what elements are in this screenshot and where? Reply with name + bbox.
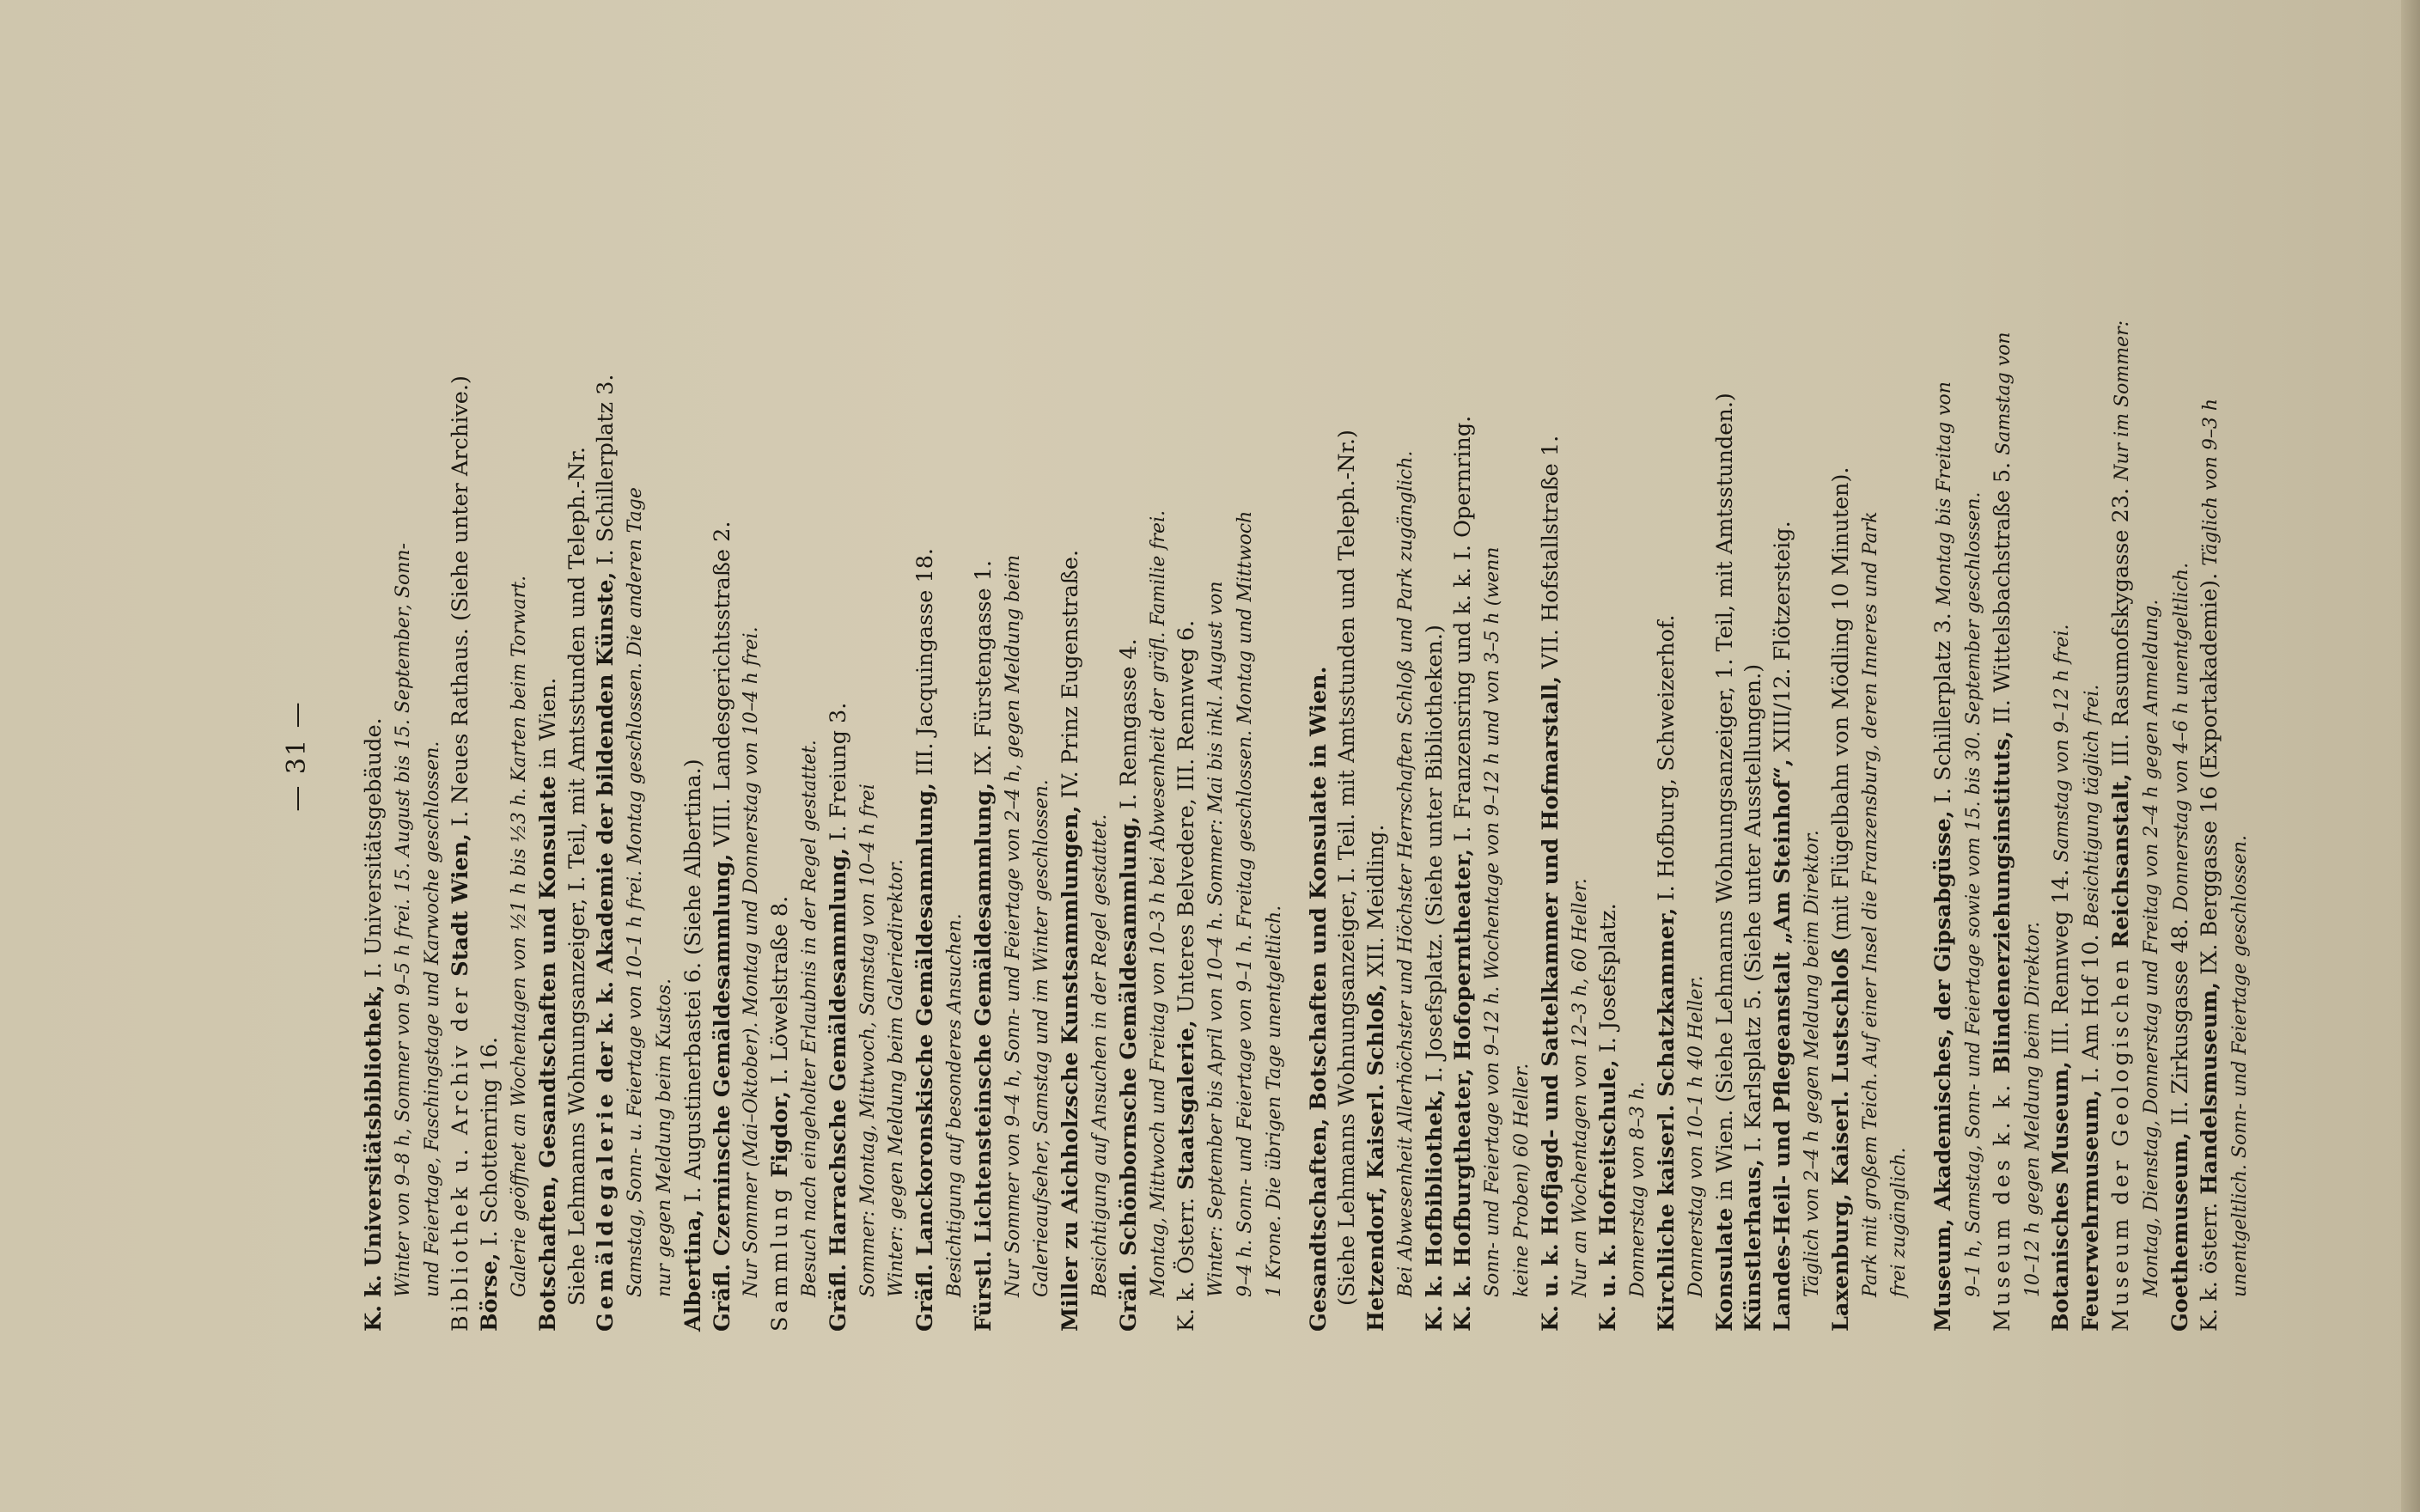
- entry-heading: Laxenburg, Kaiserl. Lustschloß: [1827, 948, 1854, 1332]
- entry-heading: Gräfl. Czerninsche Gemäldesammlung,: [709, 853, 735, 1332]
- entry-note: Besichtigung auf Ansuchen in der Regel gestattet.: [1088, 814, 1111, 1297]
- entry-heading: Botschaften, Gesandtschaften und Konsulate: [534, 776, 561, 1332]
- entry-note: Besuch nach eingeholter Erlaubnis in der Regel gestattet.: [798, 740, 820, 1297]
- entry-heading: K. k. österr.: [2196, 1202, 2222, 1332]
- entry-line: [1173, 69, 1202, 1332]
- entry-line: [1740, 69, 1769, 1332]
- entry-address: III. Rasumofskygasse 23.: [2107, 480, 2134, 774]
- entry-note: und Feiertage, Faschingstage und Karwoche geschlossen.: [421, 741, 443, 1297]
- entry-address: Siehe Lehmanns Wohnungsanzeiger, I. Teil, mit Amtsstunden und Teleph.-Nr.: [564, 446, 590, 1306]
- entry-heading: Gesandtschaften, Botschaften und Konsulate in Wien.: [1305, 666, 1331, 1332]
- entry-heading: Landes-Heil- und Pflegeanstalt „Am Steinhof“,: [1769, 759, 1795, 1332]
- entry-inline-note: Montag bis Freitag von: [1933, 381, 1955, 607]
- entry-line: [2077, 69, 2107, 1332]
- entry-address: in Wien.: [534, 677, 561, 777]
- entry-address: I. Schillerplatz 3.: [592, 374, 619, 572]
- entry-heading: Feuerwehrmuseum,: [2077, 1089, 2104, 1332]
- entry-note: Nur an Wochentagen von 12–3 h, 60 Heller.: [1569, 878, 1591, 1297]
- entry-note: Sonn- und Feiertage von 9–12 h. Wochentage von 9–12 h und von 3–5 h (wenn: [1481, 546, 1503, 1297]
- entry-inline-note: Samstag von 9–12 h frei.: [2051, 624, 2073, 863]
- entry-heading-part: Figdor,: [766, 1090, 793, 1178]
- entry-inline-note: Donnerstag von 4–6 h unentgeltlich.: [2170, 562, 2192, 911]
- entry-heading: Botanisches Museum,: [2047, 1061, 2074, 1332]
- entry-address: I. Karlsplatz 5. (Siehe unter Ausstellungen.): [1740, 663, 1766, 1159]
- entry-line: [1769, 69, 1798, 1332]
- entry-inline-note: Täglich von 9–3 h: [2199, 398, 2222, 566]
- entry-address: I. Hofburg, Schweizerhof.: [1653, 614, 1679, 908]
- entry-line: [1826, 69, 1856, 1332]
- entry-heading-part: Reichsanstalt,: [2107, 773, 2134, 948]
- entry-heading: Fürstl. Lichtensteinsche Gemäldesammlung,: [970, 782, 997, 1332]
- entry-inline-note: Samstag von: [1992, 332, 2015, 455]
- entry-line: [2047, 69, 2077, 1332]
- entry-address: III. Rennweg 14.: [2047, 862, 2074, 1062]
- entry-line: [1653, 69, 1682, 1332]
- entry-note: Winter von 9–8 h, Sommer von 9–5 h frei. 15. August bis 15. September, Sonn-: [392, 542, 414, 1297]
- entry-address: I. Josefsplatz.: [1594, 903, 1621, 1060]
- entry-note: Samstag, Sonn- u. Feiertage von 10–1 h frei. Montag geschlossen. Die anderen Tage: [624, 487, 646, 1297]
- entry-heading: Gräfl. Harrachsche Gemäldesammlung,: [825, 847, 851, 1332]
- entry-address: II. Zirkusgasse 48.: [2167, 911, 2193, 1132]
- entry-heading: Museum der Geologischen: [2107, 955, 2134, 1332]
- entry-address: IX. Fürstengasse 1.: [970, 559, 997, 783]
- entry-note: nur gegen Meldung beim Kustos.: [653, 978, 675, 1297]
- entry-note: Täglich von 2–4 h gegen Meldung beim Direktor.: [1801, 830, 1823, 1297]
- entry-address: I. Am Hof 10.: [2077, 927, 2104, 1090]
- entry-note: Galerie geöffnet an Wochentagen von ½1 h bis ½3 h. Karten beim Torwart.: [508, 575, 530, 1297]
- entry-address: VII. Hofstallstraße 1.: [1537, 435, 1564, 676]
- entry-note: Park mit großem Teich. Auf einer Insel die Franzensburg, deren Inneres und Park: [1859, 511, 1881, 1297]
- entry-line: [766, 69, 795, 1332]
- entry-heading: K. u. k. Hofreitschule,: [1594, 1059, 1621, 1332]
- entry-note: Winter: gegen Meldung beim Galeriedirektor.: [885, 858, 907, 1297]
- entry-line: [1449, 69, 1478, 1332]
- entry-line: [360, 69, 389, 1332]
- entry-note: Bei Abwesenheit Allerhöchster und Höchster Herrschaften Schloß und Park zugänglich.: [1394, 450, 1417, 1297]
- entry-line: [476, 69, 505, 1332]
- entry-line: [2166, 69, 2196, 1332]
- entry-note: Sommer: Montag, Mittwoch, Samstag von 10–4 h frei: [856, 783, 879, 1297]
- entry-line: [1420, 69, 1449, 1332]
- entry-heading: Börse,: [476, 1253, 503, 1332]
- entry-note: unentgeltlich. Sonn- und Feiertage geschlossen.: [2228, 834, 2251, 1297]
- entry-address: I. Freiung 3.: [825, 702, 851, 848]
- entry-heading-part: der k. k.: [592, 980, 619, 1083]
- entry-note: frei zugänglich.: [1887, 1147, 1910, 1297]
- entry-inline-note: Nur im Sommer:: [2111, 320, 2133, 481]
- entry-heading: Bibliothek u. Archiv der: [447, 984, 473, 1332]
- entry-address: XIII/12. Flötzersteig.: [1769, 521, 1795, 759]
- entry-heading: Sammlung: [766, 1185, 793, 1332]
- entry-heading: K. k. Österr.: [1173, 1198, 1199, 1332]
- entry-note: Galerieaufseher, Samstag und im Winter geschlossen.: [1030, 779, 1052, 1297]
- entry-heading: Gräfl. Schönbornsche Gemäldesammlung,: [1115, 816, 1142, 1332]
- entry-heading: Konsulate: [1711, 1207, 1738, 1332]
- entry-note: Montag, Mittwoch und Freitag von 10–3 h bei Abwesenheit der gräfl. Familie frei.: [1147, 509, 1169, 1297]
- entry-address: I. Neues Rathaus. (Siehe unter Archive.): [447, 375, 473, 833]
- entry-note: Winter: September bis April von 10–4 h. Sommer: Mai bis inkl. August von: [1204, 581, 1227, 1297]
- entry-note: keine Proben) 60 Heller.: [1510, 1063, 1533, 1297]
- entry-address: I. Franzensring und k. k.: [1449, 560, 1476, 849]
- entry-address: I. Schottenring 16.: [476, 1036, 503, 1253]
- entry-line: [1362, 69, 1392, 1332]
- entry-note: Donnerstag von 10–1 h 40 Heller.: [1685, 975, 1707, 1297]
- entry-heading-part: Handelsmuseum,: [2196, 981, 2222, 1195]
- entry-note: Donnerstag von 8–3 h.: [1626, 1081, 1649, 1297]
- entry-line: [563, 69, 592, 1332]
- entry-address: IV. Prinz Eugenstraße.: [1057, 549, 1083, 806]
- entry-heading-part: Akademie der bildenden Künste,: [592, 571, 619, 974]
- entry-heading-part: Hofoperntheater,: [1449, 848, 1476, 1061]
- entry-heading: Gräfl. Lanckoronskische Gemäldesammlung,: [911, 782, 938, 1332]
- entry-line: [1114, 69, 1143, 1332]
- entry-heading: K. u. k. Hofjagd- und Sattelkammer und Hofmarstall,: [1537, 675, 1564, 1332]
- entry-address-part: I. Opernring.: [1449, 415, 1476, 561]
- entry-heading: K. k. Hofburgtheater,: [1449, 1068, 1476, 1332]
- entry-heading: K. k. Hofbibliothek,: [1421, 1088, 1448, 1332]
- entry-note: 1 Krone. Die übrigen Tage unentgeltlich.: [1263, 905, 1285, 1297]
- entry-heading: Künstlerhaus,: [1740, 1159, 1766, 1332]
- entry-line: [1710, 69, 1740, 1332]
- entry-address: VIII. Landesgerichtsstraße 2.: [709, 521, 735, 854]
- entry-address: I. Josefsplatz. (Siehe unter Bibliotheken.): [1421, 625, 1448, 1089]
- entry-inline-note: Besichtigung täglich frei.: [2081, 684, 2103, 928]
- entry-address: Unteres Belvedere, III. Rennweg 6.: [1173, 619, 1199, 1021]
- entry-note: Besichtigung auf besonderes Ansuchen.: [943, 913, 966, 1297]
- entry-heading-part: Staatsgalerie,: [1173, 1020, 1199, 1191]
- page-edge: [2401, 0, 2420, 1512]
- entry-address: in Wien. (Siehe Lehmanns Wohnungsanzeiger, 1. Teil, mit Amtsstunden.): [1711, 393, 1738, 1208]
- entry-line: [679, 69, 708, 1332]
- entry-line: [824, 69, 853, 1332]
- entry-heading: Museum des k. k.: [1989, 1081, 2015, 1332]
- entry-heading: Goethemuseum,: [2167, 1131, 2193, 1332]
- entry-heading: Albertina,: [680, 1209, 706, 1332]
- entry-address: (mit Flügelbahn von Mödling 10 Minuten).: [1827, 466, 1854, 948]
- entry-address: I. Löwelstraße 8.: [766, 895, 793, 1091]
- entry-note: 9–4 h. Sonn- und Feiertage von 9–1 h. Freitag geschlossen. Montag und Mittwoch: [1234, 510, 1256, 1297]
- entry-address: (Siehe Lehmanns Wohnungsanzeiger, I. Teil. mit Amtsstunden und Teleph.-Nr.): [1333, 430, 1360, 1306]
- entry-line: [1304, 69, 1333, 1332]
- entry-address: I. Augustinerbastei 6. (Siehe Albertina.): [680, 759, 706, 1210]
- entry-line: [533, 69, 563, 1332]
- entry-address: II. Wittelsbachstraße 5.: [1989, 454, 2015, 731]
- entry-address: I. Schillerplatz 3.: [1929, 606, 1956, 811]
- entry-heading: Hetzendorf, Kaiserl. Schloß,: [1362, 983, 1389, 1332]
- entry-line: [1929, 69, 1960, 1332]
- page-number: — 31 —: [281, 700, 312, 812]
- entry-line: [1594, 69, 1624, 1332]
- entry-heading: Kirchliche kaiserl. Schatzkammer,: [1653, 907, 1679, 1332]
- entry-heading: Miller zu Aichholzsche Kunstsammlungen,: [1057, 805, 1083, 1332]
- entry-line: [2196, 69, 2226, 1332]
- rotated-page: [184, 52, 2251, 1460]
- entry-heading: Museum, Akademisches, der Gipsabgüsse,: [1929, 810, 1956, 1332]
- entry-note: Montag, Dienstag, Donnerstag und Freitag von 2–4 h gegen Anmeldung.: [2140, 599, 2162, 1297]
- entry-line: [2107, 69, 2137, 1332]
- entry-address: XII. Meidling.: [1362, 824, 1389, 984]
- entry-line: [447, 69, 476, 1332]
- entry-note: 10–12 h gegen Meldung beim Direktor.: [2021, 921, 2044, 1297]
- entry-line: [1333, 69, 1362, 1332]
- entry-line: [969, 69, 998, 1332]
- entry-note: Nur Sommer (Mai–Oktober). Montag und Donnerstag von 10–4 h frei.: [740, 626, 762, 1297]
- entry-address: IX. Berggasse 16 (Exportakademie).: [2196, 565, 2222, 982]
- entry-line: [1057, 69, 1086, 1332]
- entry-line: [1536, 69, 1565, 1332]
- entry-address: I. Renngasse 4.: [1115, 638, 1142, 817]
- entry-line: [708, 69, 737, 1332]
- entry-note: Nur Sommer von 9–4 h, Sonn- und Feiertage von 2–4 h, gegen Meldung beim: [1002, 554, 1024, 1297]
- entry-list: [360, 69, 2255, 1332]
- entry-line: [1988, 69, 2018, 1332]
- entry-note: 9–1 h, Samstag, Sonn- und Feiertage sowie vom 15. bis 30. September geschlossen.: [1962, 491, 1984, 1297]
- entry-heading-part: Stadt Wien,: [447, 832, 473, 977]
- entry-line: [911, 69, 941, 1332]
- entry-line: [592, 69, 621, 1332]
- entry-heading: Gemäldegalerie: [592, 1090, 619, 1332]
- entry-address: III. Jacquingasse 18.: [911, 547, 938, 783]
- entry-heading: K. k. Universitätsbibliothek,: [360, 985, 387, 1332]
- entry-heading-part: Blindenerziehungsinstituts,: [1989, 730, 2015, 1074]
- entry-address: I. Universitätsgebäude.: [360, 717, 387, 985]
